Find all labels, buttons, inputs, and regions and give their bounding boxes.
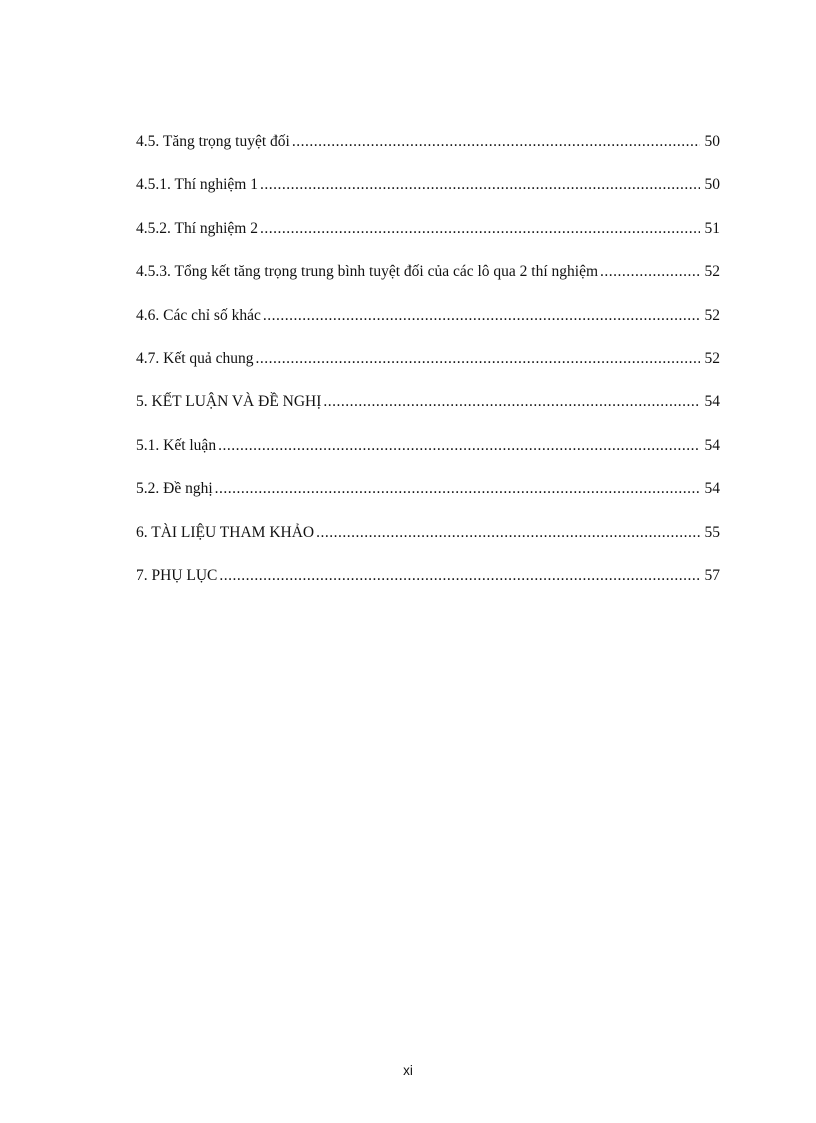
toc-entry-4-6[interactable]: [136, 306, 720, 349]
toc-leader-dots: [263, 306, 700, 326]
toc-entry-page: 54: [704, 436, 720, 454]
toc-leader-dots: [218, 436, 700, 456]
toc-leader-dots: [260, 219, 700, 239]
toc-entry-title: 5. KẾT LUẬN VÀ ĐỀ NGHỊ: [136, 393, 322, 411]
toc-entry-page: 52: [704, 306, 720, 324]
page-number: xi: [403, 1063, 413, 1078]
toc-entry-4-7[interactable]: [136, 349, 720, 392]
toc-entry-title: 7. PHỤ LỤC: [136, 566, 218, 584]
toc-leader-dots: [219, 566, 700, 586]
toc-entry-page: 54: [704, 393, 720, 411]
toc-entry-page: 52: [704, 349, 720, 367]
toc-leader-dots: [215, 479, 700, 499]
toc-entry-page: 50: [704, 176, 720, 194]
toc-entry-5-1[interactable]: [136, 436, 720, 479]
toc-entry-title: 5.2. Đề nghị: [136, 480, 213, 498]
toc-entry-6[interactable]: [136, 523, 720, 566]
toc-entry-title: 4.5.2. Thí nghiệm 2: [136, 219, 258, 237]
toc-entry-title: 5.1. Kết luận: [136, 436, 217, 454]
toc-entry-4-5[interactable]: [136, 132, 720, 175]
toc-entry-page: 55: [704, 523, 720, 541]
toc-entry-title: 4.5. Tăng trọng tuyệt đối: [136, 133, 290, 150]
toc-leader-dots: [292, 132, 700, 152]
toc-entry-4-5-3[interactable]: [136, 262, 720, 305]
toc-leader-dots: [260, 175, 700, 195]
toc-entry-page: 54: [704, 480, 720, 498]
toc-entry-title: 4.6. Các chỉ số khác: [136, 306, 261, 324]
toc-entry-5[interactable]: [136, 392, 720, 435]
toc-entry-page: 50: [704, 133, 720, 150]
toc-entry-page: 52: [704, 263, 720, 281]
toc-entry-5-2[interactable]: [136, 479, 720, 522]
toc-leader-dots: [316, 523, 700, 543]
toc-entry-title: 4.5.3. Tổng kết tăng trọng trung bình tuyệt đối của các lô qua 2 thí nghiệm: [136, 263, 599, 281]
toc-leader-dots: [256, 349, 700, 369]
toc-entry-4-5-2[interactable]: [136, 219, 720, 262]
toc-entry-4-5-1[interactable]: [136, 175, 720, 218]
toc-entry-7[interactable]: [136, 566, 720, 609]
toc-entry-title: 6. TÀI LIỆU THAM KHẢO: [136, 523, 315, 541]
toc-entry-title: 4.5.1. Thí nghiệm 1: [136, 176, 258, 194]
toc-leader-dots: [323, 392, 700, 412]
toc-entry-title: 4.7. Kết quả chung: [136, 349, 254, 367]
toc-entry-page: 57: [704, 566, 720, 584]
toc-leader-dots: [600, 262, 700, 282]
toc-entry-page: 51: [704, 219, 720, 237]
table-of-contents: [136, 132, 720, 609]
